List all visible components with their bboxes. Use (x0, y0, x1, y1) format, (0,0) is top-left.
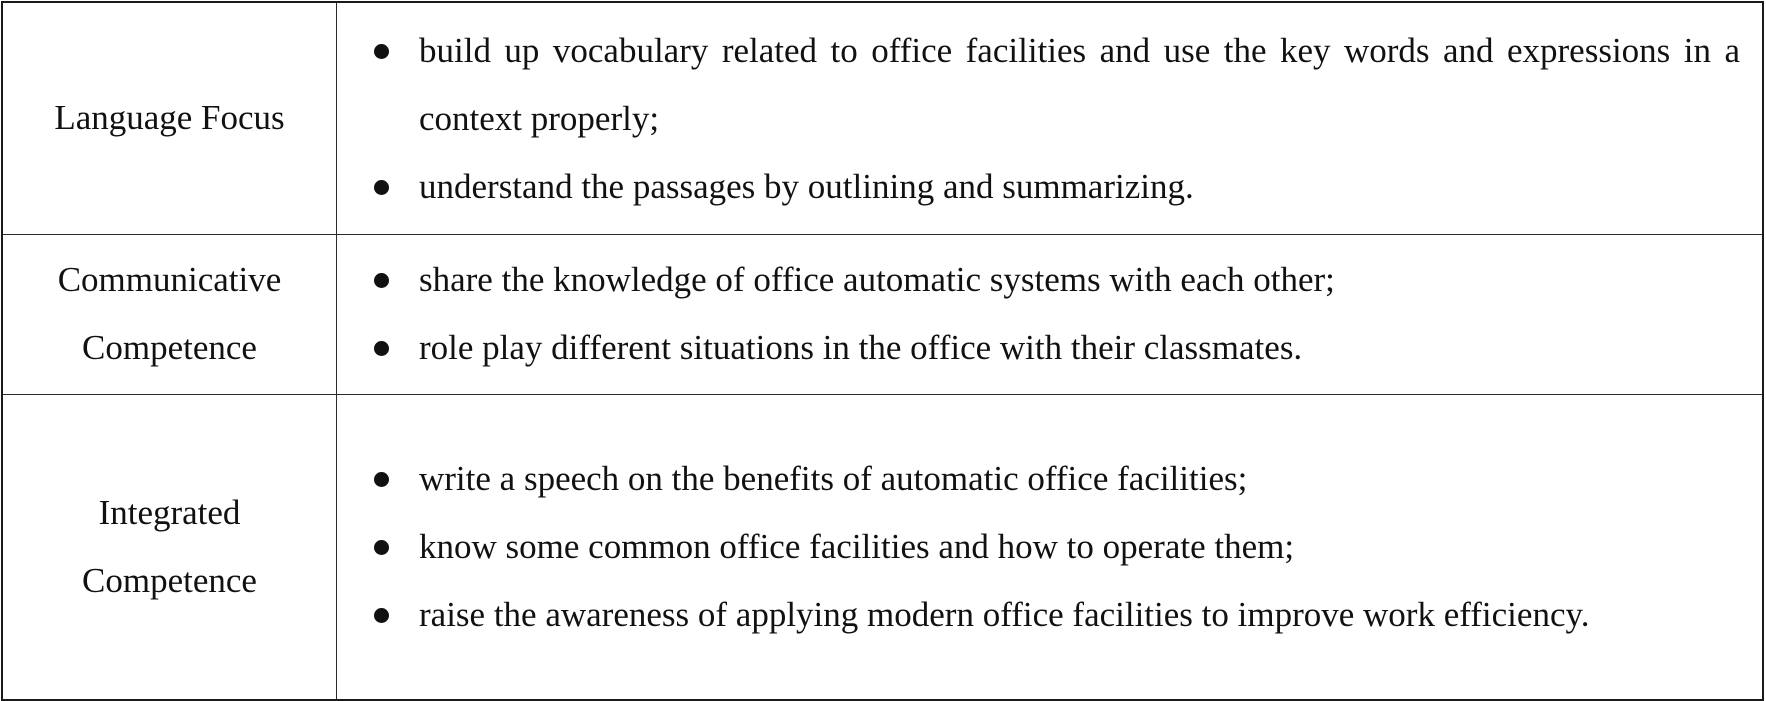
objectives-cell (337, 394, 1764, 700)
list-item (371, 17, 1740, 153)
category-label: Language Focus (54, 98, 285, 138)
table-row-integrated-competence (2, 394, 1763, 700)
bullet-icon (374, 341, 389, 356)
list-item (371, 581, 1740, 649)
bullet-icon (374, 540, 389, 555)
objectives-cell (337, 234, 1764, 394)
category-cell (2, 2, 337, 234)
objective-text: raise the awareness of applying modern office facilities to improve work efficiency. (419, 594, 1590, 634)
objectives-table (1, 1, 1764, 701)
table-row-language-focus (2, 2, 1763, 234)
category-cell (2, 394, 337, 700)
objective-text: understand the passages by outlining and summarizing. (419, 167, 1194, 207)
bullet-icon (374, 44, 389, 59)
objective-text: role play different situations in the office with their classmates. (419, 328, 1303, 367)
bullet-icon (374, 273, 389, 288)
list-item (371, 445, 1740, 513)
list-item (371, 246, 1740, 314)
objective-list (371, 17, 1740, 221)
objective-list (371, 246, 1740, 382)
category-label: Communicative Competence (57, 260, 282, 367)
table-row-communicative-competence (2, 234, 1763, 394)
objective-text: share the knowledge of office automatic systems with each other; (419, 260, 1335, 299)
category-label: Integrated Competence (82, 492, 257, 600)
bullet-icon (374, 180, 389, 195)
objective-text: write a speech on the benefits of automatic office facilities; (419, 458, 1248, 498)
category-cell (2, 234, 337, 394)
bullet-icon (374, 608, 389, 623)
list-item (371, 513, 1740, 581)
objectives-cell (337, 2, 1764, 234)
objective-text: build up vocabulary related to office facilities and use the key words and expressions in a context properly; (419, 31, 1740, 139)
objective-text: know some common office facilities and how to operate them; (419, 526, 1295, 566)
list-item (371, 153, 1740, 221)
objective-list (371, 445, 1740, 649)
bullet-icon (374, 472, 389, 487)
list-item (371, 314, 1740, 382)
